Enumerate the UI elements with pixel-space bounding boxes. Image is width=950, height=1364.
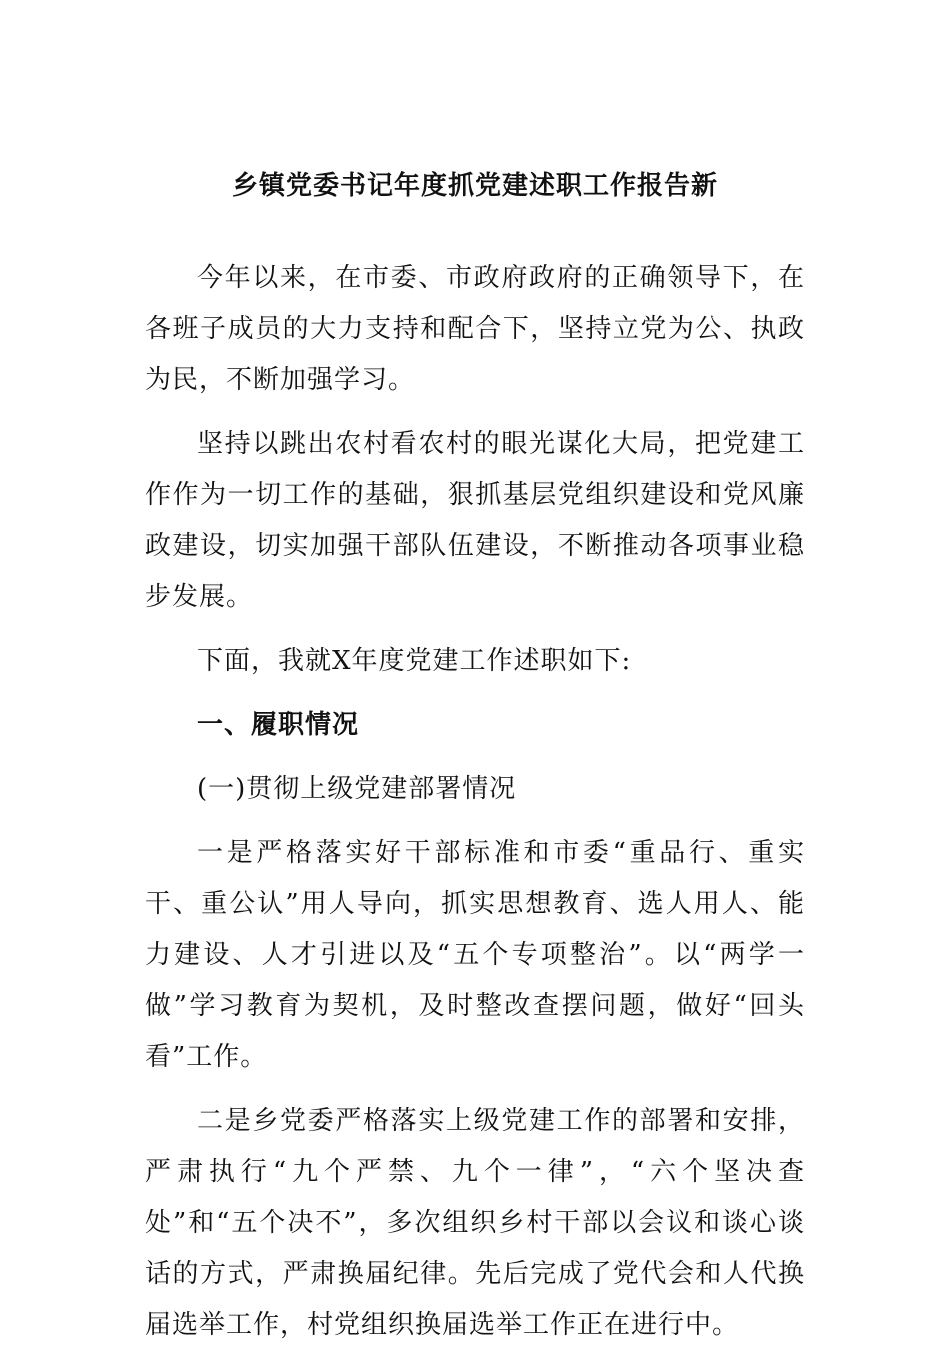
paragraph-lead-in: 下面，我就X年度党建工作述职如下: [197,646,632,676]
section-heading: 一、履职情况 [197,710,360,740]
document-body [145,253,805,1364]
paragraph-approach: 坚持以跳出农村看农村的眼光谋化大局，把党建工作作为一切工作的基础，狠抓基层党组织建设和党风廉政建设，切实加强干部队伍建设，不断推动各项事业稳步发展。 [145,429,805,612]
subsection-heading: (一)贯彻上级党建部署情况 [197,774,517,804]
paragraph-point-two: 二是乡党委严格落实上级党建工作的部署和安排，严肃执行“九个严禁、九个一律”，“六个坚决查处”和“五个决不”，多次组织乡村干部以会议和谈心谈话的方式，严肃换届纪律。先后完成了党代会和人代换届选举工作，村党组织换届选举工作正在进行中。 [145,1106,805,1340]
document-title: 乡镇党委书记年度抓党建述职工作报告新 [231,171,718,201]
paragraph-point-one: 一是严格落实好干部标准和市委“重品行、重实干、重公认”用人导向，抓实思想教育、选人用人、能力建设、人才引进以及“五个专项整治”。以“两学一做”学习教育为契机，及时整改查摆问题，做好“回头看”工作。 [145,838,805,1072]
paragraph-intro: 今年以来，在市委、市政府政府的正确领导下，在各班子成员的大力支持和配合下，坚持立党为公、执政为民，不断加强学习。 [145,263,805,395]
